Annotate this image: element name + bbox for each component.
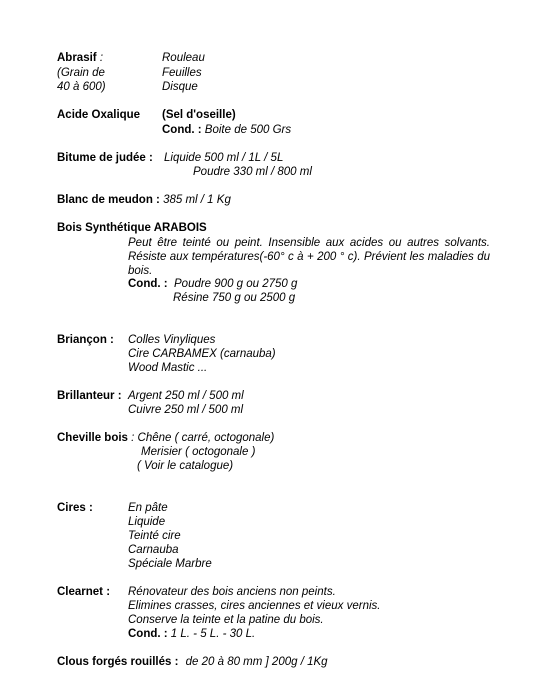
blanc-label: Blanc de meudon :	[57, 194, 160, 206]
arabois-cond-line: Résine 750 g ou 2500 g	[173, 292, 296, 304]
list-item: Feuilles	[162, 67, 202, 79]
entry-clous	[57, 655, 328, 669]
arabois-description: Peut être teinté ou peint. Insensible aux acides ou autres solvants. Résiste aux températures(-60° c à + 200 ° c). Prévient les maladies du bois.	[128, 237, 490, 277]
list-item: Liquide	[128, 516, 166, 528]
abrasif-note: 40 à 600)	[57, 81, 106, 93]
list-item: Argent 250 ml / 500 ml	[128, 390, 244, 402]
abrasif-label: Abrasif :	[57, 52, 104, 64]
list-item: Colles Vinyliques	[128, 334, 216, 346]
cires-label: Cires :	[57, 502, 93, 514]
list-item: Carnauba	[128, 544, 179, 556]
list-item: Teinté cire	[128, 530, 181, 542]
acide-cond: Cond. : Boite de 500 Grs	[162, 124, 292, 136]
clearnet-label: Clearnet :	[57, 586, 111, 598]
cheville-line: ( Voir le catalogue)	[137, 460, 234, 472]
blanc-value: 385 ml / 1 Kg	[163, 194, 231, 206]
list-item: Wood Mastic ...	[128, 362, 208, 374]
arabois-cond-line: Poudre 900 g ou 2750 g	[174, 278, 298, 290]
arabois-label: Bois Synthétique ARABOIS	[57, 222, 207, 234]
list-item: Spéciale Marbre	[128, 558, 212, 570]
clous-value: de 20 à 80 mm ] 200g / 1Kg	[185, 656, 328, 668]
list-item: Disque	[162, 81, 198, 93]
bitume-line: Poudre 330 ml / 800 ml	[193, 166, 312, 178]
list-item: Rouleau	[162, 52, 205, 64]
bitume-line: Liquide 500 ml / 1L / 5L	[164, 152, 284, 164]
brillanteur-label: Brillanteur :	[57, 390, 122, 402]
cheville-line-1: Cheville bois : Chêne ( carré, octogonale)	[57, 432, 275, 444]
clearnet-line: Rénovateur des bois anciens non peints.	[128, 586, 336, 598]
entry-blanc-de-meudon	[57, 193, 231, 207]
cheville-line: Merisier ( octogonale )	[141, 446, 256, 458]
arabois-cond-label: Cond. :	[128, 278, 168, 290]
bitume-label: Bitume de judée :	[57, 152, 153, 164]
clearnet-line: Elimines crasses, cires anciennes et vieux vernis.	[128, 600, 381, 612]
list-item: Cuivre 250 ml / 500 ml	[128, 404, 244, 416]
clearnet-line: Conserve la teinte et la patine du bois.	[128, 614, 324, 626]
acide-label: Acide Oxalique	[57, 109, 141, 121]
clous-label: Clous forgés rouillés :	[57, 656, 179, 668]
clearnet-cond: Cond. : 1 L. - 5 L. - 30 L.	[128, 628, 256, 640]
briancon-label: Briançon :	[57, 334, 114, 346]
list-item: Cire CARBAMEX (carnauba)	[128, 348, 276, 360]
list-item: En pâte	[128, 502, 168, 514]
acide-alias: (Sel d'oseille)	[162, 109, 236, 121]
abrasif-note: (Grain de	[57, 67, 105, 79]
